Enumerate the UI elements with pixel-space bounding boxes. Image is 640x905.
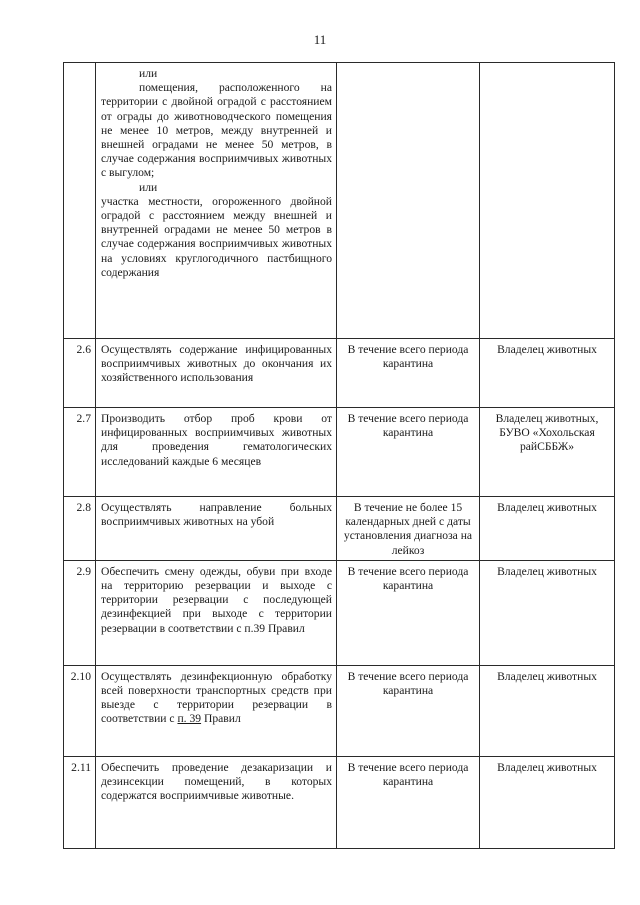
table-row	[64, 756, 615, 848]
row-number	[64, 63, 96, 339]
table-row	[64, 63, 615, 339]
responsible-cell: Владелец животных	[480, 497, 615, 561]
row-number: 2.10	[64, 665, 96, 756]
deadline-cell: В течение всего периода карантина	[337, 339, 480, 408]
row-number: 2.6	[64, 339, 96, 408]
action-text: участка местности, огороженного двойной оградой с расстоянием между внешней и внутренней оградами не менее 50 метров в случае содержания восприимчивых животных на условиях круглогодичного пастбищного содержания	[101, 194, 332, 279]
table-row	[64, 497, 615, 561]
table-row	[64, 560, 615, 665]
responsible-cell: Владелец животных	[480, 665, 615, 756]
responsible-cell	[480, 63, 615, 339]
action-text: или	[139, 180, 158, 194]
responsible-cell: Владелец животных	[480, 756, 615, 848]
action-text: Производить отбор проб крови от инфицированных восприимчивых животных для проведения гематологических исследований каждые 6 месяцев	[96, 408, 337, 497]
action-text: Осуществлять направление больных восприимчивых животных на убой	[96, 497, 337, 561]
row-number: 2.11	[64, 756, 96, 848]
responsible-cell: Владелец животных	[480, 339, 615, 408]
table-row	[64, 408, 615, 497]
deadline-cell: В течение всего периода карантина	[337, 560, 480, 665]
page-number: 11	[313, 32, 327, 47]
action-text: Обеспечить проведение дезакаризации и дезинсекции помещений, в которых содержатся восприимчивые животные.	[96, 756, 337, 848]
action-text: помещения, расположенного на территории с двойной оградой с расстоянием от ограды до животноводческого помещения не менее 10 метров, между внутренней и внешней оградами не менее 50 метров, в случае содержания восприимчивых животных с выгулом;	[101, 81, 332, 180]
measures-table	[63, 62, 615, 849]
responsible-cell: Владелец животных	[480, 560, 615, 665]
action-text-tail: Правил	[201, 712, 241, 726]
action-text: Осуществлять дезинфекционную обработку всей поверхности транспортных средств при выезде с территории резервации в соответствии с	[101, 669, 332, 726]
deadline-cell: В течение всего периода карантина	[337, 756, 480, 848]
deadline-cell: В течение не более 15 календарных дней с даты установления диагноза на лейкоз	[337, 497, 480, 561]
action-cell	[96, 665, 337, 756]
deadline-cell	[337, 63, 480, 339]
row-number: 2.8	[64, 497, 96, 561]
table-row	[64, 665, 615, 756]
rule-reference-link[interactable]: п. 39	[177, 712, 202, 726]
action-cell	[96, 63, 337, 339]
responsible-cell: Владелец животных, БУВО «Хохольская райСББЖ»	[480, 408, 615, 497]
table-row	[64, 339, 615, 408]
row-number: 2.9	[64, 560, 96, 665]
action-text: или	[139, 67, 158, 80]
deadline-cell: В течение всего периода карантина	[337, 408, 480, 497]
row-number: 2.7	[64, 408, 96, 497]
deadline-cell: В течение всего периода карантина	[337, 665, 480, 756]
action-text: Осуществлять содержание инфицированных восприимчивых животных до окончания их хозяйственного использования	[96, 339, 337, 408]
action-text: Обеспечить смену одежды, обуви при входе на территорию резервации и выходе с территории резервации с последующей дезинфекцией при выходе с территории резервации в соответствии с п.39 Правил	[96, 560, 337, 665]
